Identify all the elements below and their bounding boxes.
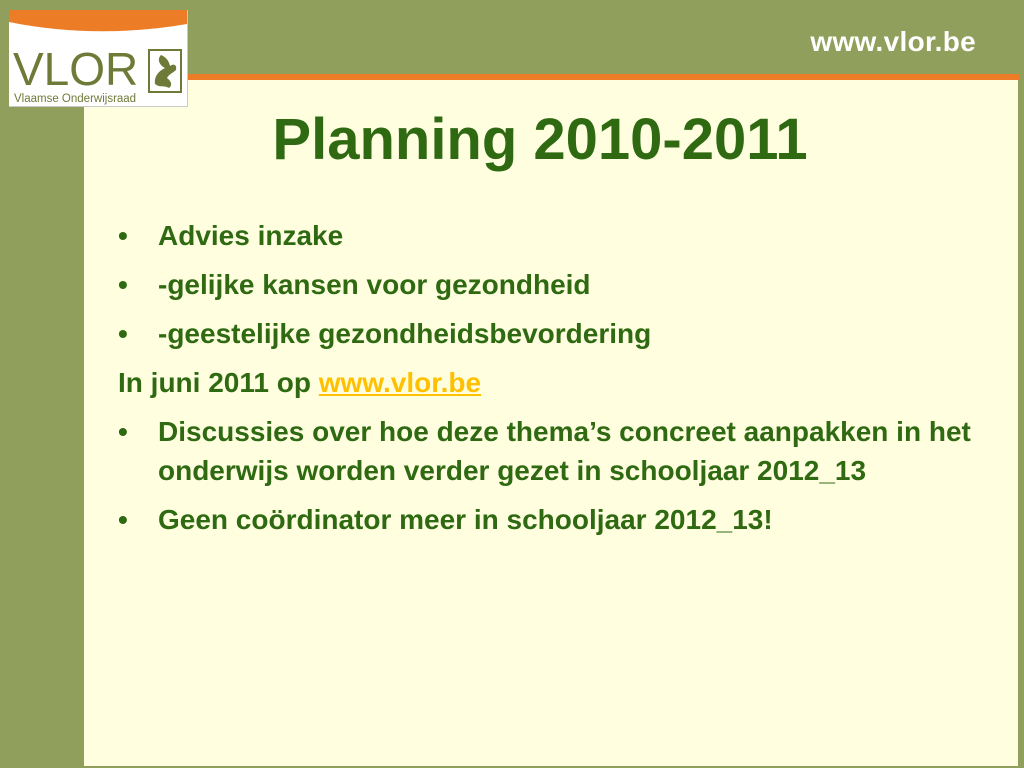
- logo-brand: VLOR: [13, 43, 139, 95]
- list-item: [118, 265, 978, 304]
- plain-line-text: In juni 2011 op: [118, 367, 319, 398]
- slide-content: [118, 216, 978, 549]
- slide-title: Planning 2010-2011: [272, 107, 808, 172]
- list-item-text: Geen coördinator meer in schooljaar 2012_13!: [158, 504, 773, 535]
- logo-subtitle: Vlaamse Onderwijsraad: [14, 93, 137, 105]
- list-item-text: -geestelijke gezondheidsbevordering: [158, 318, 652, 349]
- list-item: [118, 412, 978, 490]
- plain-line: [118, 363, 978, 402]
- vlor-link[interactable]: www.vlor.be: [318, 367, 482, 398]
- vlor-logo: [9, 10, 188, 107]
- list-item-text: Discussies over hoe deze thema’s concreet aanpakken in het onderwijs worden verder gezet in schooljaar 2012_13: [158, 416, 971, 486]
- bullet-icon: •: [118, 269, 128, 300]
- bullet-icon: •: [118, 504, 128, 535]
- header-url: www.vlor.be: [810, 26, 976, 57]
- list-item: [118, 216, 978, 255]
- list-item: [118, 500, 978, 539]
- list-item: [118, 314, 978, 353]
- bullet-icon: •: [118, 416, 128, 447]
- list-item-text: -gelijke kansen voor gezondheid: [158, 269, 591, 300]
- bullet-icon: •: [118, 318, 128, 349]
- lion-icon: [149, 50, 181, 92]
- list-item-text: Advies inzake: [158, 220, 344, 251]
- bullet-icon: •: [118, 220, 128, 251]
